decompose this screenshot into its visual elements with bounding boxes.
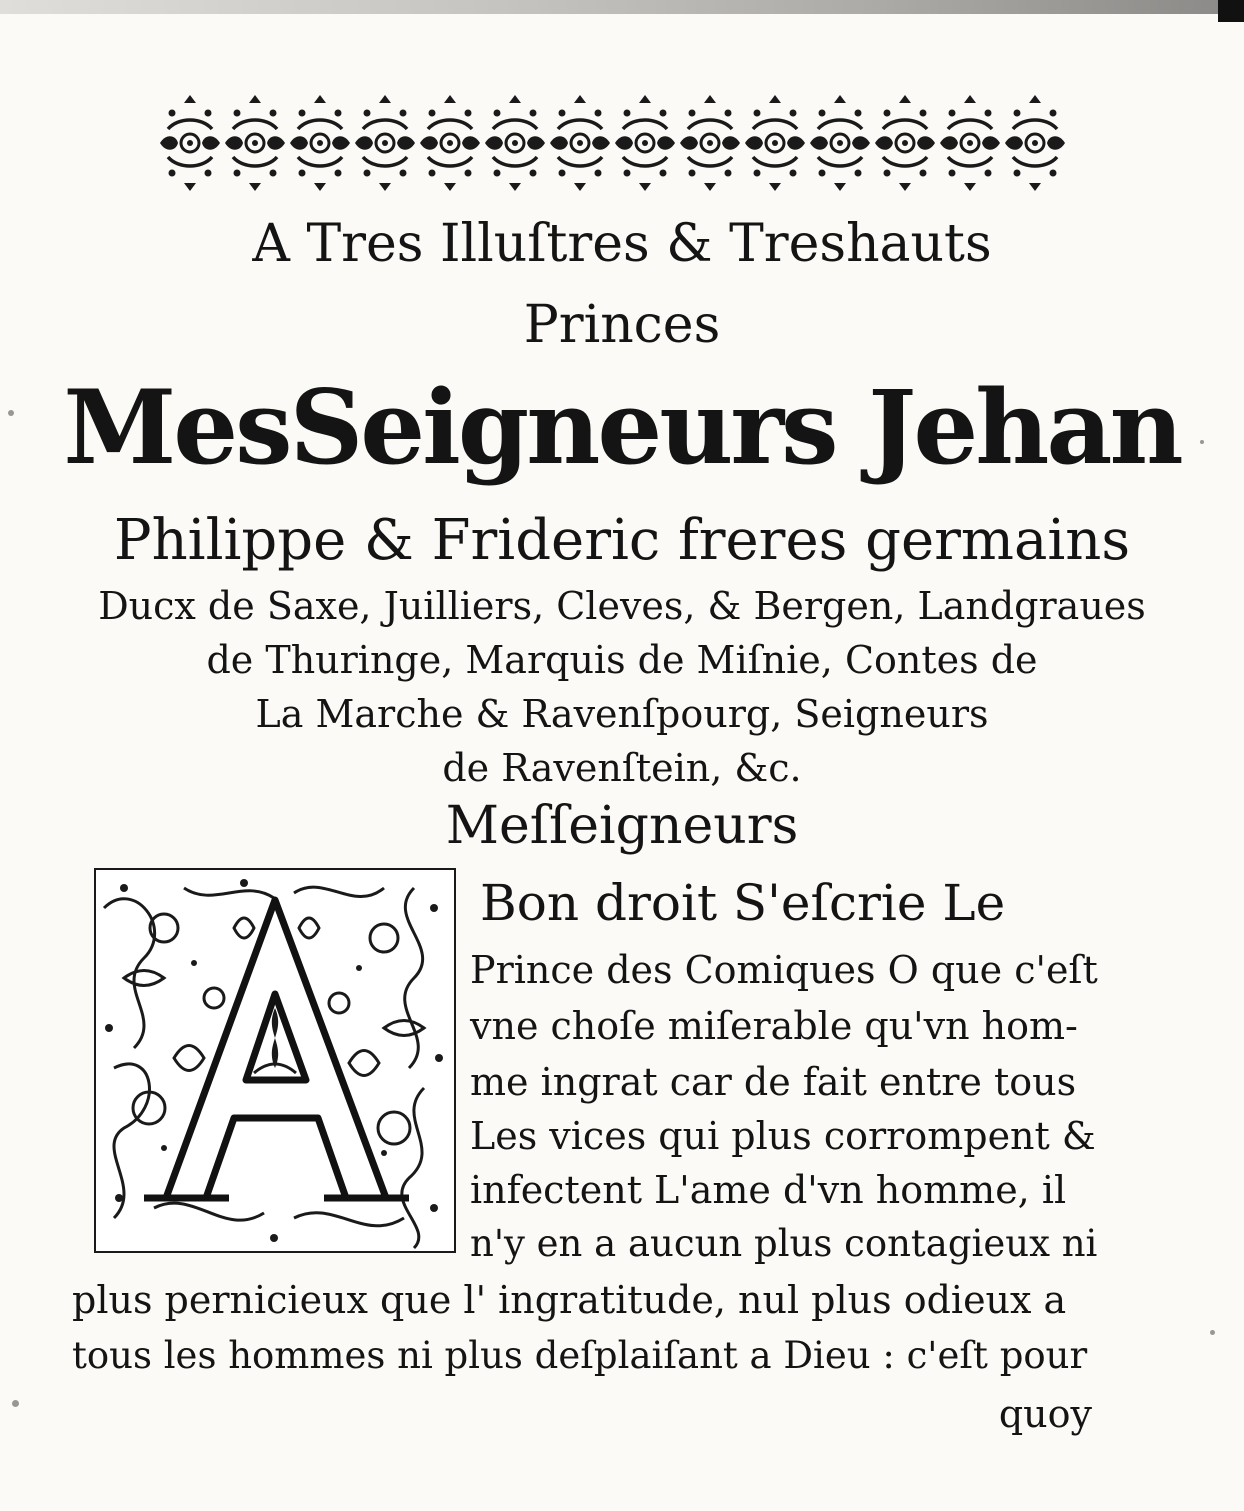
ornamental-header-band: [160, 88, 1068, 198]
scan-corner: [1218, 0, 1244, 22]
body-line-6: infectent L'ame d'vn homme, il: [470, 1168, 1067, 1212]
body-line-9: tous les hommes ni plus deſplaiſant a Dieu : c'eſt pour: [72, 1334, 1088, 1377]
title-names: MesSeigneurs Jehan: [63, 368, 1181, 488]
salutation: Meſſeigneurs: [445, 796, 799, 856]
title-line-1: A Tres Illuſtres & Treshauts: [252, 214, 992, 274]
scan-edge: [0, 0, 1244, 14]
woodcut-initial-a: [94, 868, 456, 1253]
scan-speck: [8, 410, 14, 416]
title-ravenstein: de Ravenſtein, &c.: [442, 746, 802, 790]
title-line-2: Princes: [523, 295, 721, 355]
title-princes: Philippe & Frideric freres germains: [113, 508, 1131, 573]
body-line-3: vne choſe miſerable qu'vn hom-: [470, 1004, 1078, 1048]
body-line-7: n'y en a aucun plus contagieux ni: [470, 1222, 1098, 1265]
body-line-2: Prince des Comiques O que c'eſt: [470, 948, 1098, 992]
title-dukedoms: Ducx de Saxe, Juilliers, Cleves, & Bergen, Landgraues: [98, 584, 1146, 628]
body-line-4: me ingrat car de fait entre tous: [470, 1060, 1077, 1104]
title-thuringia: de Thuringe, Marquis de Miſnie, Contes de: [206, 638, 1038, 682]
scan-speck: [1200, 440, 1204, 444]
body-line-10: quoy: [998, 1392, 1092, 1436]
body-line-1: Bon droit S'eſcrie Le: [480, 874, 1006, 932]
scan-speck: [1210, 1330, 1215, 1335]
scan-speck: [12, 1400, 19, 1407]
body-line-8: plus pernicieux que l' ingratitude, nul plus odieux a: [72, 1278, 1067, 1322]
title-marche: La Marche & Ravenſpourg, Seigneurs: [255, 692, 989, 736]
body-line-5: Les vices qui plus corrompent &: [470, 1114, 1096, 1158]
